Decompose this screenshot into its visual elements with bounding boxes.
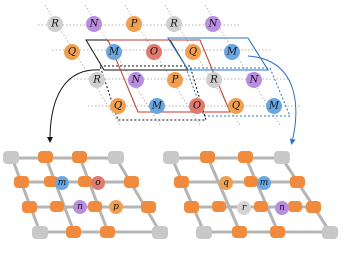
node-r-1 [47,16,63,32]
left-edge-node [124,176,139,188]
svg-text:M: M [108,46,120,58]
svg-text:R: R [93,74,101,86]
node-q-3 [110,98,126,114]
left-edge-node [66,226,81,238]
left-inner-node [88,201,102,212]
node-q-1 [64,44,80,60]
node-m-3 [149,98,165,114]
left-edge-node [22,201,37,213]
right-node-n [275,201,289,215]
svg-text:m: m [259,178,269,188]
left-edge-node [100,226,115,238]
right-edge-node [200,151,215,163]
left-lattice-edges [12,158,160,232]
right-corner-tr [274,151,290,164]
right-corner-bl [196,226,212,239]
right-corner-tl [163,151,179,164]
svg-text:M: M [226,46,238,58]
svg-text:n: n [279,203,285,213]
right-node-q [219,176,233,190]
svg-text:R: R [51,18,59,30]
left-corner-br [152,226,168,239]
node-m-4 [266,98,282,114]
left-node-n [73,200,87,214]
node-r-2 [166,16,182,32]
right-corner-br [322,226,338,239]
right-edge-node [270,226,285,238]
node-o-1 [146,44,162,60]
svg-text:N: N [249,74,259,86]
node-n-3 [128,72,144,88]
left-node-o [91,176,105,190]
svg-text:M: M [151,100,163,112]
svg-text:P: P [171,74,179,86]
right-node-r [237,201,251,215]
left-corner-bl [32,226,48,239]
left-inner-node [50,201,64,212]
node-n-2 [205,16,221,32]
right-edge-node [232,226,247,238]
svg-text:O: O [149,46,159,58]
left-edge-node [141,201,156,213]
left-edge-node [72,151,87,163]
node-n-1 [86,16,102,32]
svg-text:o: o [95,178,101,188]
node-p-2 [167,72,183,88]
right-lattice-edges [172,158,330,232]
svg-text:Q: Q [67,46,77,58]
svg-text:n: n [77,202,83,212]
blue-solid-cell [168,38,268,70]
left-edge-node [14,176,29,188]
left-node-p [109,200,123,214]
svg-text:O: O [192,100,202,112]
left-corner-tr [108,151,124,164]
node-o-2 [189,98,205,114]
node-q-2 [185,44,201,60]
left-lattice [3,151,168,239]
right-edge-node [306,201,321,213]
svg-text:P: P [130,18,138,30]
svg-text:R: R [170,18,178,30]
right-inner-node [288,201,302,212]
node-r-4 [206,72,222,88]
right-edge-node [174,176,189,188]
svg-text:p: p [113,202,119,212]
right-lattice [163,151,338,239]
node-m-1 [106,44,122,60]
left-edge-node [38,151,53,163]
svg-text:m: m [57,178,67,188]
svg-text:r: r [241,203,247,213]
svg-text:R: R [210,74,218,86]
right-inner-node [244,176,258,187]
svg-text:Q: Q [113,100,123,112]
right-inner-node [254,201,268,212]
right-edge-node [238,151,253,163]
node-r-3 [89,72,105,88]
left-corner-tl [3,151,19,164]
svg-text:N: N [131,74,141,86]
svg-text:N: N [208,18,218,30]
svg-text:N: N [89,18,99,30]
node-q-4 [228,98,244,114]
svg-text:q: q [223,178,229,188]
svg-text:M: M [268,100,280,112]
node-p-1 [126,16,142,32]
left-inner-node [78,176,92,187]
svg-text:Q: Q [188,46,198,58]
right-inner-node [212,201,226,212]
svg-text:Q: Q [231,100,241,112]
node-n-4 [246,72,262,88]
right-edge-node [184,201,199,213]
right-node-m [257,176,271,190]
node-m-2 [224,44,240,60]
left-node-m [55,176,69,190]
top-layer [38,5,300,125]
right-edge-node [290,176,305,188]
